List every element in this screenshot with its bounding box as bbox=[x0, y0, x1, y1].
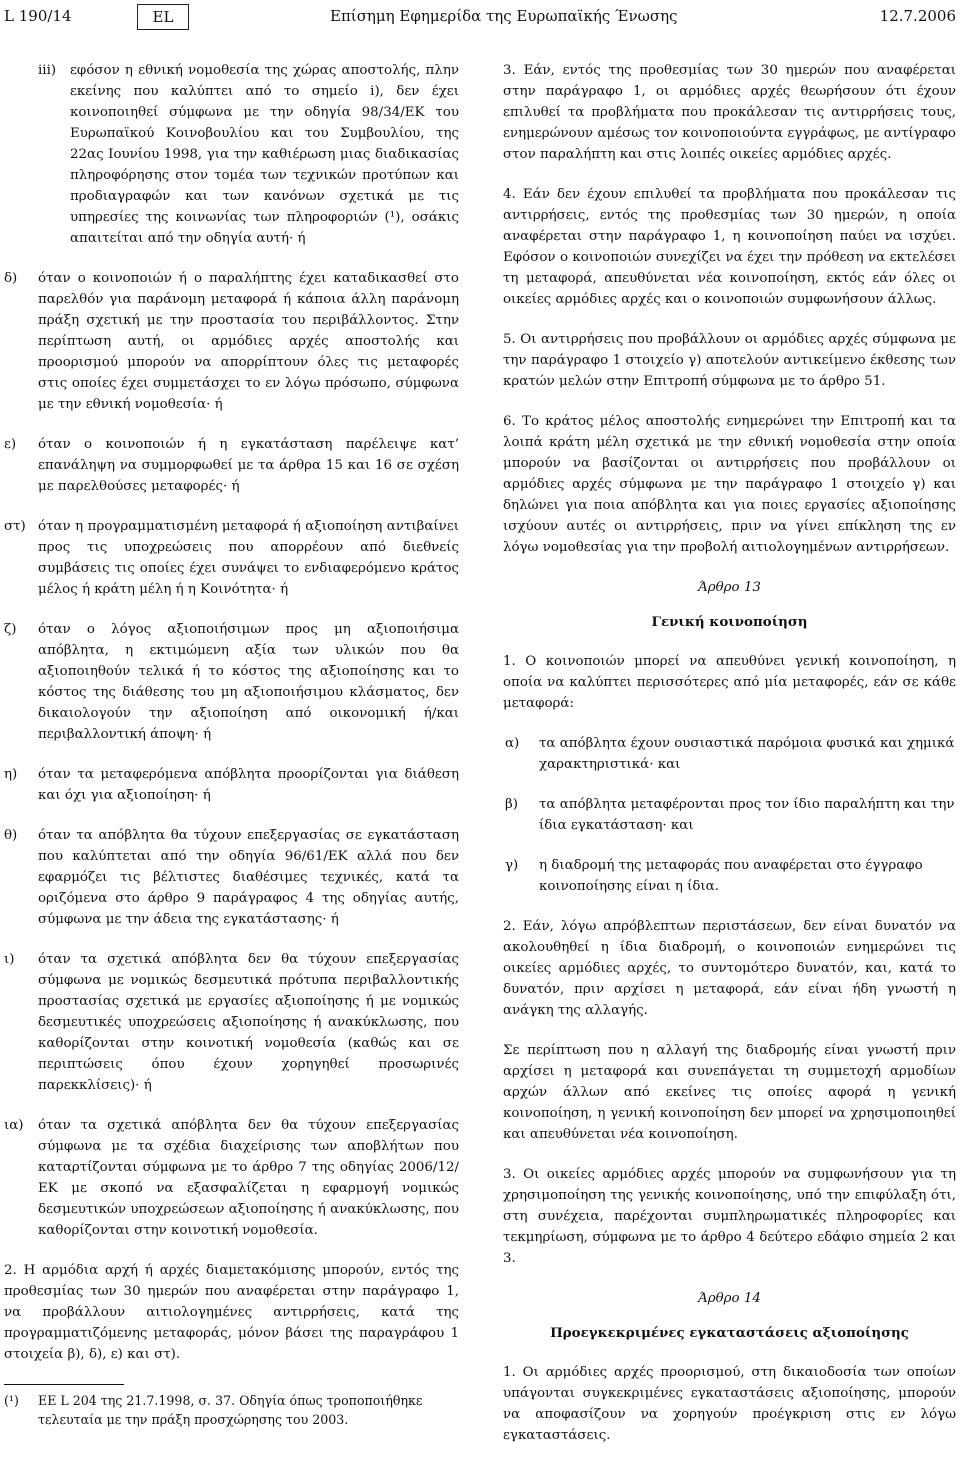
article-13-paragraph-1: 1. Ο κοινοποιών μπορεί να απευθύνει γενική κοινοποίηση, η οποία να καλύπτει περισσότερες από μία μεταφορές, εάν σε κάθε μεταφορά: bbox=[503, 654, 956, 711]
list-item bbox=[503, 794, 956, 836]
item-label: ε) bbox=[4, 437, 17, 452]
item-text: όταν τα απόβλητα θα τύχουν επεξεργασίας σε εγκατάσταση που καλύπτεται από την οδηγία 96/61/ΕΚ αλλά που δεν εφαρμόζει τις βέλτιστες διαθέσιμες τεχνικές, κατά τα οριζόμενα στο άρθρο 9 παράγραφος 4 της οδηγίας αυτής, σύμφωνα με την άδεια της εγκατάστασης· ή bbox=[38, 828, 459, 927]
list-item bbox=[4, 434, 459, 497]
item-label: ι) bbox=[4, 952, 15, 967]
footnote bbox=[4, 1391, 459, 1429]
item-label: γ) bbox=[505, 858, 519, 873]
article-13-title: Άρθρο 13 bbox=[698, 580, 761, 595]
footnote-mark: (¹) bbox=[4, 1393, 19, 1408]
item-text: όταν τα σχετικά απόβλητα δεν θα τύχουν επεξεργασίας σύμφωνα με τα σχέδια διαχείρισης των αποβλήτων που καταρτίζονται σύμφωνα με το άρθρο 7 της οδηγίας 2006/12/ΕΚ με σκοπό να εξασφαλίζεται η εφαρμογή νομικώς δεσμευτικών υποχρεώσεων αξιοποίησης ή ανακύκλωσης, που καθορίζονται στην κοινοτική νομοθεσία. bbox=[38, 1118, 459, 1238]
item-label: θ) bbox=[4, 828, 18, 843]
page-header bbox=[0, 0, 960, 36]
paragraph-4: 4. Εάν δεν έχουν επιλυθεί τα προβλήματα που προκάλεσαν τις αντιρρήσεις, εντός της προθεσμίας των 30 ημερών, η οποία αναφέρεται στην παράγραφο 1, η κοινοποίηση παύει να ισχύει. Εφόσον ο κοινοποιών συνεχίζει να έχει την πρόθεση να εκτελέσει τη μεταφορά, απευθύνεται νέα κοινοποίηση, εκτός εάν όλες οι οικείες αρμόδιες αρχές και ο κοινοποιών συμφωνήσουν άλλως. bbox=[503, 187, 956, 307]
item-label: ζ) bbox=[4, 622, 17, 637]
article-14-title: Άρθρο 14 bbox=[698, 1291, 761, 1306]
list-item bbox=[4, 516, 459, 600]
item-label: δ) bbox=[4, 271, 18, 286]
paragraph-6: 6. Το κράτος μέλος αποστολής ενημερώνει την Επιτροπή και τα λοιπά κράτη μέλη σχετικά με την εθνική νομοθεσία στην οποία μπορούν να βασίζονται οι αντιρρήσεις που προβάλλουν οι αρμόδιες αρχές σύμφωνα με την παράγραφο 1 στοιχείο γ) και δηλώνει για ποια απόβλητα και για ποιες εργασίες αξιοποίησης ισχύουν αυτές οι αντιρρήσεις, πριν να γίνει επίκληση της εν λόγω νομοθεσίας για την προβολή αιτιολογημένων αντιρρήσεων. bbox=[503, 414, 956, 555]
journal-title: Επίσημη Εφημερίδα της Ευρωπαϊκής Ένωσης bbox=[330, 7, 678, 25]
article-13-paragraph-2b: Σε περίπτωση που η αλλαγή της διαδρομής είναι γνωστή πριν αρχίσει η μεταφορά και συνεπάγεται τη συμμετοχή αρμοδίων αρχών άλλων από εκείνες τις οποίες αφορά η γενική κοινοποίηση, η γενική κοινοποίηση δεν μπορεί να χρησιμοποιηθεί και απευθύνεται νέα κοινοποίηση. bbox=[503, 1043, 956, 1142]
item-text: όταν ο κοινοποιών ή η εγκατάσταση παρέλειψε κατ’ επανάληψη να συμμορφωθεί με τα άρθρα 15 και 16 σε σχέση με παρελθούσες μεταφορές· ή bbox=[38, 437, 459, 494]
language-box: EL bbox=[137, 4, 189, 30]
item-text: όταν τα μεταφερόμενα απόβλητα προορίζονται για διάθεση και όχι για αξιοποίηση· ή bbox=[38, 767, 459, 803]
list-item bbox=[4, 619, 459, 745]
item-label: στ) bbox=[4, 519, 26, 534]
item-label: η) bbox=[4, 767, 18, 782]
issue-date: 12.7.2006 bbox=[879, 7, 956, 25]
right-column bbox=[503, 60, 956, 1465]
item-text: τα απόβλητα έχουν ουσιαστικά παρόμοια φυσικά και χημικά χαρακτηριστικά· και bbox=[539, 736, 955, 772]
item-text: όταν ο κοινοποιών ή ο παραλήπτης έχει καταδικασθεί στο παρελθόν για παράνομη μεταφορά ή κάποια άλλη παράνομη πράξη σχετική με την προστασία του περιβάλλοντος. Στην περίπτωση αυτή, οι αρμόδιες αρχές αποστολής και προορισμού μπορούν να απορρίπτουν όλες τις μεταφορές στις οποίες έχει συμμετάσχει το εν λόγω πρόσωπο, σύμφωνα με την εθνική νομοθεσία· ή bbox=[38, 271, 459, 412]
item-text: εφόσον η εθνική νομοθεσία της χώρας αποστολής, πλην εκείνης που καλύπτει από το σημείο i), δεν έχει κοινοποιηθεί σύμφωνα με την οδηγία 98/34/ΕΚ του Ευρωπαϊκού Κοινοβουλίου και του Συμβουλίου, της 22ας Ιουνίου 1998, για την καθιέρωση μιας διαδικασίας πληροφόρησης στον τομέα των τεχνικών προτύπων και προδιαγραφών και των κανόνων σχετικά με τις υπηρεσίες της κοινωνίας των πληροφοριών (¹), οσάκις απαιτείται από την οδηγία αυτή· ή bbox=[70, 63, 459, 246]
article-13-paragraph-2: 2. Εάν, λόγω απρόβλεπτων περιστάσεων, δεν είναι δυνατόν να ακολουθηθεί η ίδια διαδρομή, ο κοινοποιών ενημερώνει τις οικείες αρμόδιες αρχές, το συντομότερο δυνατόν, και, κατά το δυνατόν, πριν αρχίσει η μεταφορά, εάν είναι ήδη γνωστή η ανάγκη της αλλαγής. bbox=[503, 919, 956, 1018]
list-item bbox=[4, 268, 459, 415]
item-text: όταν τα σχετικά απόβλητα δεν θα τύχουν επεξεργασίας σύμφωνα με νομικώς δεσμευτικά πρότυπα περιβαλλοντικής προστασίας σχετικά με εργασίες αξιοποίησης ή με νομικώς δεσμευτικές υποχρεώσεις αξιοποίησης ή ανακύκλωσης, που καθορίζονται στην κοινοτική νομοθεσία (καθώς και σε περιπτώσεις όπου έχουν χορηγηθεί προσωρινές παρεκκλίσεις)· ή bbox=[38, 952, 459, 1093]
list-item bbox=[503, 855, 956, 897]
item-text: τα απόβλητα μεταφέρονται προς τον ίδιο παραλήπτη και την ίδια εγκατάσταση· και bbox=[539, 797, 955, 833]
item-label: α) bbox=[505, 736, 520, 751]
article-13-heading: Γενική κοινοποίηση bbox=[651, 614, 808, 630]
article-13-paragraph-3: 3. Οι οικείες αρμόδιες αρχές μπορούν να συμφωνήσουν για τη χρησιμοποίηση της γενικής κοινοποίησης, υπό την επιφύλαξη ότι, στη συνέχεια, παρέχονται συμπληρωματικές πληροφορίες και τεκμηρίωση, σύμφωνα με το άρθρο 4 δεύτερο εδάφιο σημεία 2 και 3. bbox=[503, 1167, 956, 1266]
list-item bbox=[4, 825, 459, 930]
item-label: β) bbox=[505, 797, 518, 812]
list-item bbox=[4, 949, 459, 1096]
list-item bbox=[503, 733, 956, 775]
paragraph-2: 2. Η αρμόδια αρχή ή αρχές διαμετακόμισης μπορούν, εντός της προθεσμίας των 30 ημερών που αναφέρεται στην παράγραφο 1, να προβάλλουν αιτιολογημένες αντιρρήσεις, κατά της προγραμματιζόμενης μεταφοράς, μόνον βάσει της παραγράφου 1 στοιχεία β), δ), ε) και στ). bbox=[4, 1263, 459, 1362]
item-text: όταν η προγραμματισμένη μεταφορά ή αξιοποίηση αντιβαίνει προς τις υποχρεώσεις που απορρέουν από διεθνείς συμβάσεις τις οποίες έχει συνάψει το ενδιαφερόμενο κράτος μέλος ή κράτη μέλη ή η Κοινότητα· ή bbox=[38, 519, 459, 597]
footnote-text: ΕΕ L 204 της 21.7.1998, σ. 37. Οδηγία όπως τροποποιήθηκε τελευταία με την πράξη προσχώρησης του 2003. bbox=[38, 1393, 423, 1427]
list-item bbox=[4, 764, 459, 806]
item-label: iii) bbox=[38, 63, 57, 78]
list-item bbox=[4, 1115, 459, 1241]
item-label: ια) bbox=[4, 1118, 24, 1133]
article-14-heading: Προεγκεκριμένες εγκαταστάσεις αξιοποίησης bbox=[550, 1325, 909, 1341]
article-14-paragraph-1: 1. Οι αρμόδιες αρχές προορισμού, στη δικαιοδοσία των οποίων υπάγονται συγκεκριμένες εγκαταστάσεις αξιοποίησης, μπορούν να αποφασίζουν να χορηγούν προέγκριση στις εν λόγω εγκαταστάσεις. bbox=[503, 1365, 956, 1443]
paragraph-3: 3. Εάν, εντός της προθεσμίας των 30 ημερών που αναφέρεται στην παράγραφο 1, οι αρμόδιες αρχές θεωρήσουν ότι έχουν επιλυθεί τα προβλήματα που προκάλεσαν τις αντιρρήσεις τους, ενημερώνουν αμέσως τον κοινοποιούντα εγγράφως, με αντίγραφο στον παραλήπτη και στις λοιπές οικείες αρμόδιες αρχές. bbox=[503, 63, 956, 162]
item-text: όταν ο λόγος αξιοποιήσιμων προς μη αξιοποιήσιμα απόβλητα, η εκτιμώμενη αξία των υλικών που θα αξιοποιηθούν τελικά ή το κόστος της αξιοποίησης και το κόστος της διάθεσης του μη αξιοποιήσιμου κλάσματος, δεν δικαιολογούν την αξιοποίηση από οικονομική ή/και περιβαλλοντική άποψη· ή bbox=[38, 622, 459, 742]
left-column bbox=[4, 60, 459, 1429]
paragraph-5: 5. Οι αντιρρήσεις που προβάλλουν οι αρμόδιες αρχές σύμφωνα με την παράγραφο 1 στοιχείο γ) αποτελούν αντικείμενο έκθεσης των κρατών μελών στην Επιτροπή σύμφωνα με το άρθρο 51. bbox=[503, 332, 956, 389]
item-text: η διαδρομή της μεταφοράς που αναφέρεται στο έγγραφο κοινοποίησης είναι η ίδια. bbox=[539, 858, 923, 894]
list-item-iii bbox=[4, 60, 459, 249]
page-number: L 190/14 bbox=[4, 7, 72, 25]
footnote-divider bbox=[4, 1384, 124, 1385]
